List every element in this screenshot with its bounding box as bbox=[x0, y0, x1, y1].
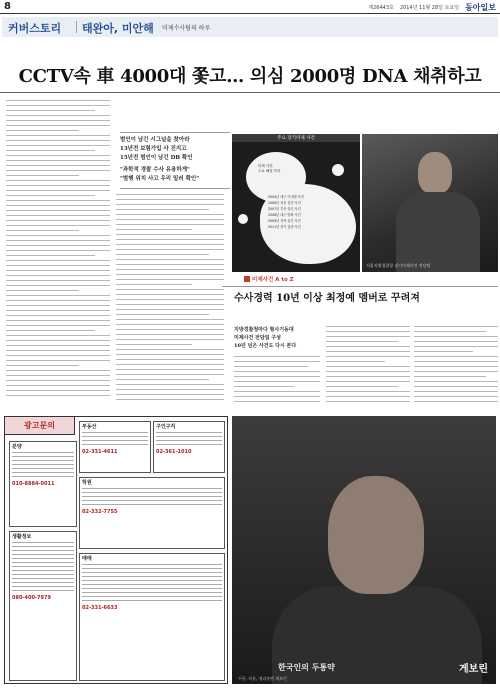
main-headline: CCTV속 車 4000대 쫓고… 의심 2000명 DNA 채취하고 bbox=[18, 66, 482, 87]
infographic-title: 주요 장기미제 사건 bbox=[232, 134, 360, 142]
issue-date: 2014년 11월 28일 토요일 bbox=[399, 5, 460, 11]
atoz-title: 미제사건 A to Z bbox=[252, 277, 294, 283]
list-item: 2006년 서울 살인 사건 bbox=[268, 201, 301, 205]
cases-infographic bbox=[232, 134, 360, 272]
deck-line: "과학적 경찰 수사 유용하게" bbox=[120, 167, 190, 173]
body-column-4 bbox=[234, 356, 320, 410]
section-name: 커버스토리 bbox=[8, 22, 62, 35]
page-number: 8 bbox=[4, 1, 11, 12]
deck-line: "범행 위치 사고 우리 밀러 확인" bbox=[120, 176, 200, 182]
header-meta bbox=[368, 2, 496, 13]
classified-ad: 구인구직 02-361-1010 bbox=[153, 421, 225, 473]
section-subtitle: 미제수사팀의 하루 bbox=[162, 25, 211, 32]
classified-ad: 학원 02-332-7755 bbox=[79, 477, 225, 549]
section-people: 태완아, 미안해 bbox=[82, 22, 154, 35]
square-icon bbox=[244, 276, 250, 282]
photo-head bbox=[418, 152, 452, 194]
list-item: 2004년 대구 여대생 사건 bbox=[268, 195, 304, 199]
deck-line: 지방경찰청마다 형사기동대 bbox=[234, 327, 294, 333]
article-deck bbox=[120, 136, 220, 184]
splat-shape bbox=[332, 164, 344, 176]
photo-body bbox=[396, 192, 480, 272]
atoz-strip bbox=[222, 273, 498, 287]
deck-line: 범인이 남긴 시그널을 찾아라 bbox=[120, 137, 190, 143]
section-divider bbox=[76, 21, 77, 33]
deck-line: 15년전 범인이 남긴 DB 확인 bbox=[120, 155, 193, 161]
deck-line: 13년전 보험가입 사 진지고 bbox=[120, 146, 187, 152]
section-bar bbox=[2, 17, 498, 37]
deck-line: 10년 넘은 사건도 다시 본다 bbox=[234, 343, 297, 349]
classified-ad: 생활정보 080-400-7979 bbox=[9, 531, 77, 681]
deck-rule-top bbox=[120, 132, 230, 133]
pharma-advertisement bbox=[232, 416, 496, 684]
classified-ads bbox=[4, 416, 228, 684]
classified-ad: 매매 02-331-6633 bbox=[79, 553, 225, 681]
list-item: 2008년 대구 방화 사건 bbox=[268, 213, 301, 217]
edition-number: 제26443호 bbox=[368, 5, 394, 11]
ad-tagline: 한국인의 두통약 bbox=[278, 663, 335, 672]
classified-ad: 부동산 02-331-4611 bbox=[79, 421, 151, 473]
infographic-label: 미제 사건 주요 해결 목록 bbox=[258, 164, 281, 173]
ad-footer: 두통, 치통, 생리통엔 게보린 bbox=[238, 676, 287, 681]
ad-figure-face bbox=[328, 476, 424, 594]
newspaper-name: 동아일보 bbox=[465, 3, 496, 12]
ad-brand: 게보린 bbox=[459, 664, 488, 675]
cases-list bbox=[268, 194, 356, 230]
headline-rule bbox=[0, 92, 500, 93]
classifieds-header: 광고문의 bbox=[5, 417, 75, 435]
right-headline: 수사경력 10년 이상 최정예 멤버로 꾸려져 bbox=[234, 293, 420, 304]
list-item: 2011년 경기 실종 사건 bbox=[268, 225, 301, 229]
body-column-6 bbox=[414, 326, 498, 410]
deck-line: 미제사건 전담팀 구성 bbox=[234, 335, 281, 341]
splat-shape bbox=[238, 214, 248, 224]
photo-caption: 서울지방경찰청 장기미제사건 전담팀 bbox=[366, 263, 431, 268]
page-header bbox=[0, 0, 500, 14]
body-column-5 bbox=[326, 326, 410, 410]
detective-photo bbox=[362, 134, 498, 272]
right-deck bbox=[234, 326, 324, 350]
classified-ad: 분양 010-8884-0011 bbox=[9, 441, 77, 527]
list-item: 2007년 부산 살인 사건 bbox=[268, 207, 301, 211]
body-column-2 bbox=[116, 194, 224, 408]
list-item: 2009년 전북 살인 사건 bbox=[268, 219, 301, 223]
deck-rule-bottom bbox=[120, 188, 230, 189]
body-column-1 bbox=[6, 100, 110, 408]
